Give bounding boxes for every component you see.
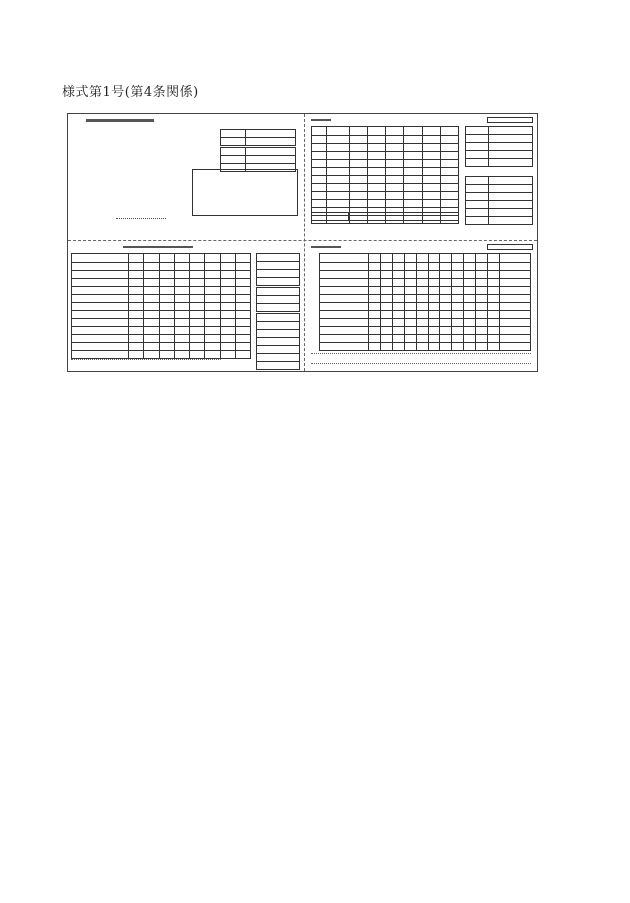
side-summary-table-4 [256,345,300,370]
schedule-title-mark [311,119,331,121]
form-sheet [67,113,538,372]
side-summary-table [256,253,300,286]
notice-panel [68,114,304,240]
notice-title-mark [86,119,154,122]
installment-number-box [487,244,533,250]
schedule-panel [305,114,539,240]
schedule-table [311,126,459,224]
calculation-panel [68,241,304,372]
form-caption: 様式第1号(第4条関係) [62,85,199,100]
calc-title-mark [123,246,193,248]
payer-info-table [465,176,533,225]
schedule-number-box [487,117,533,123]
notice-stamp-marks [116,218,166,221]
calculation-table [71,253,251,359]
side-summary-table-3 [256,313,300,346]
installment-table [319,253,531,351]
side-summary-table-2 [256,287,300,312]
bank-info-table [465,126,533,167]
installment-panel [305,241,539,372]
address-window [192,169,298,216]
schedule-total-row [311,212,459,221]
installment-footnote [311,353,531,364]
installment-title-mark [311,246,341,248]
calc-footnote [71,359,221,365]
